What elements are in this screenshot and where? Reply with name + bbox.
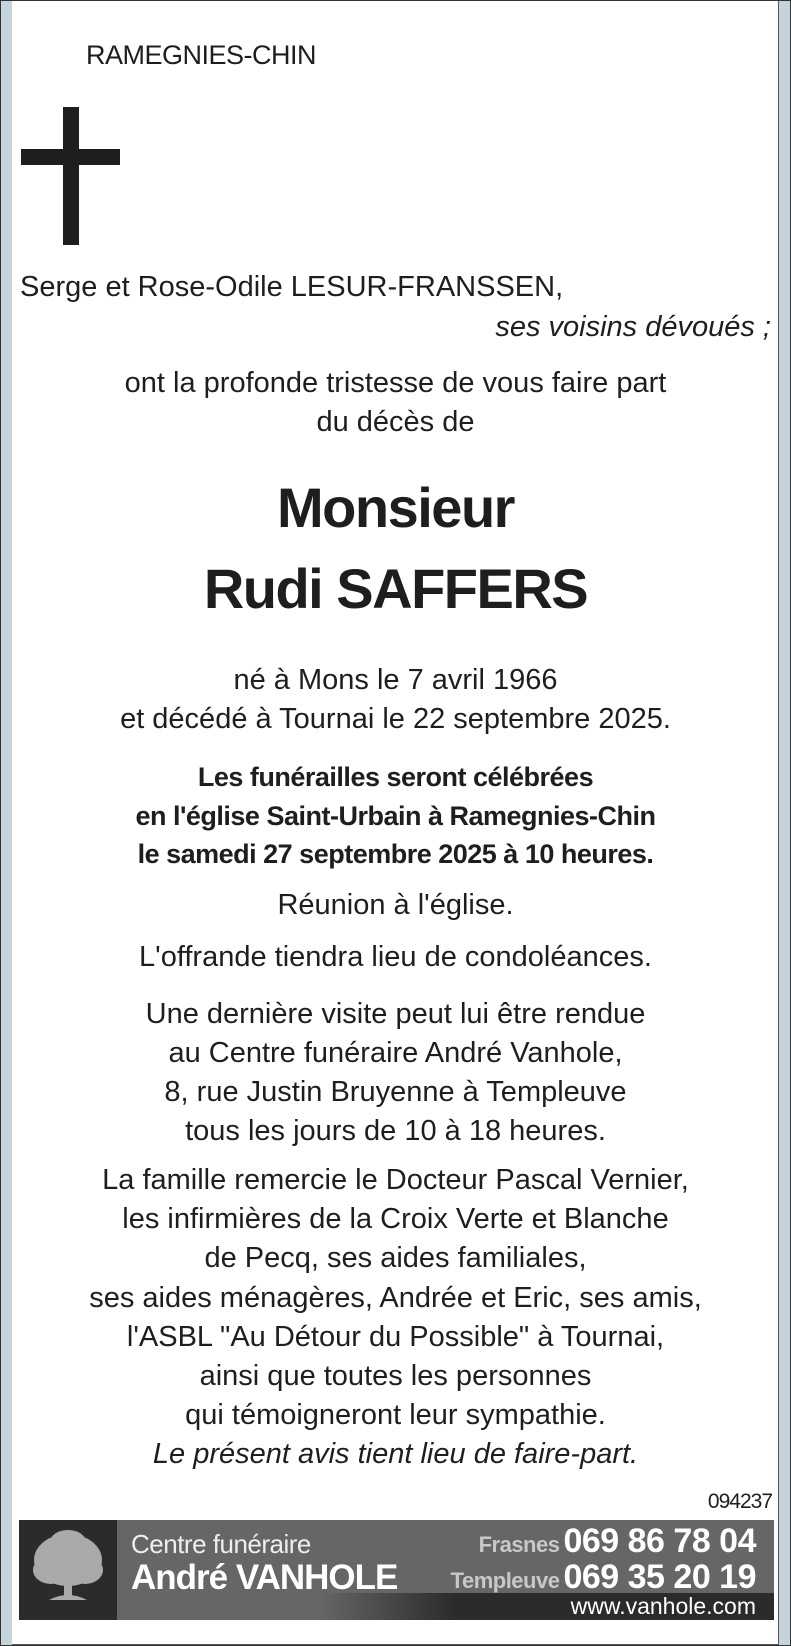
sender-relation: ses voisins dévoués ;: [495, 311, 771, 343]
visit-line: tous les jours de 10 à 18 heures.: [185, 1115, 606, 1147]
phone-location: Templeuve: [450, 1568, 560, 1593]
thanks-line: qui témoigneront leur sympathie.: [185, 1399, 606, 1432]
website-link[interactable]: www.vanhole.com: [570, 1593, 756, 1619]
funeral-home-banner: [19, 1520, 774, 1620]
thanks-line: ainsi que toutes les personnes: [199, 1360, 592, 1393]
deceased-fullname: Rudi SAFFERS: [203, 557, 588, 620]
reference-number: 094237: [707, 1490, 772, 1513]
funeral-line: Les funérailles seront célébrées: [197, 762, 594, 792]
visit-line: Une dernière visite peut lui être rendue: [145, 998, 646, 1030]
intro-line: ont la profonde tristesse de vous faire part: [124, 367, 667, 399]
deceased-title: Monsieur: [277, 476, 514, 539]
funeral-home-label: Centre funéraire: [131, 1529, 311, 1559]
offering-text: L'offrande tiendra lieu de condoléances.: [139, 941, 652, 973]
phone-number[interactable]: 069 35 20 19: [563, 1558, 756, 1596]
funeral-home-name: André VANHOLE: [131, 1558, 398, 1597]
town-heading: RAMEGNIES-CHIN: [86, 40, 317, 70]
birth-line: né à Mons le 7 avril 1966: [233, 664, 558, 696]
tree-icon: [19, 1520, 117, 1620]
thanks-line: La famille remercie le Docteur Pascal Vernier,: [102, 1164, 689, 1196]
deceased-name: [0, 467, 791, 629]
funeral-info: [0, 758, 791, 874]
life-dates: [0, 661, 791, 739]
thanks-line: ses aides ménagères, Andrée et Eric, ses amis,: [89, 1281, 702, 1314]
phone-number[interactable]: 069 86 78 04: [563, 1522, 756, 1560]
meeting-text: Réunion à l'église.: [277, 889, 514, 921]
death-line: et décédé à Tournai le 22 septembre 2025.: [120, 703, 671, 735]
cross-icon: [63, 107, 79, 245]
sender-names: Serge et Rose-Odile LESUR-FRANSSEN,: [20, 271, 564, 303]
thanks-text: [0, 1161, 791, 1435]
tree-logo-panel: [19, 1520, 117, 1620]
visit-line: 8, rue Justin Bruyenne à Templeuve: [164, 1076, 627, 1108]
intro-text: [0, 364, 791, 442]
notice-text: Le présent avis tient lieu de faire-part.: [152, 1438, 639, 1470]
phone-templeuve: [451, 1558, 756, 1597]
intro-line: du décès de: [316, 406, 475, 438]
funeral-line: en l'église Saint-Urbain à Ramegnies-Chin: [135, 800, 656, 831]
visit-info: [0, 995, 791, 1151]
phone-location: Frasnes: [478, 1532, 560, 1557]
thanks-line: de Pecq, ses aides familiales,: [204, 1242, 587, 1275]
phone-frasnes: [479, 1522, 756, 1561]
funeral-line: le samedi 27 septembre 2025 à 10 heures.: [137, 839, 654, 869]
visit-line: au Centre funéraire André Vanhole,: [168, 1037, 623, 1069]
thanks-line: l'ASBL "Au Détour du Possible" à Tournai,: [126, 1320, 665, 1353]
thanks-line: les infirmières de la Croix Verte et Blanche: [122, 1203, 669, 1236]
cross-icon-bar: [21, 149, 120, 165]
